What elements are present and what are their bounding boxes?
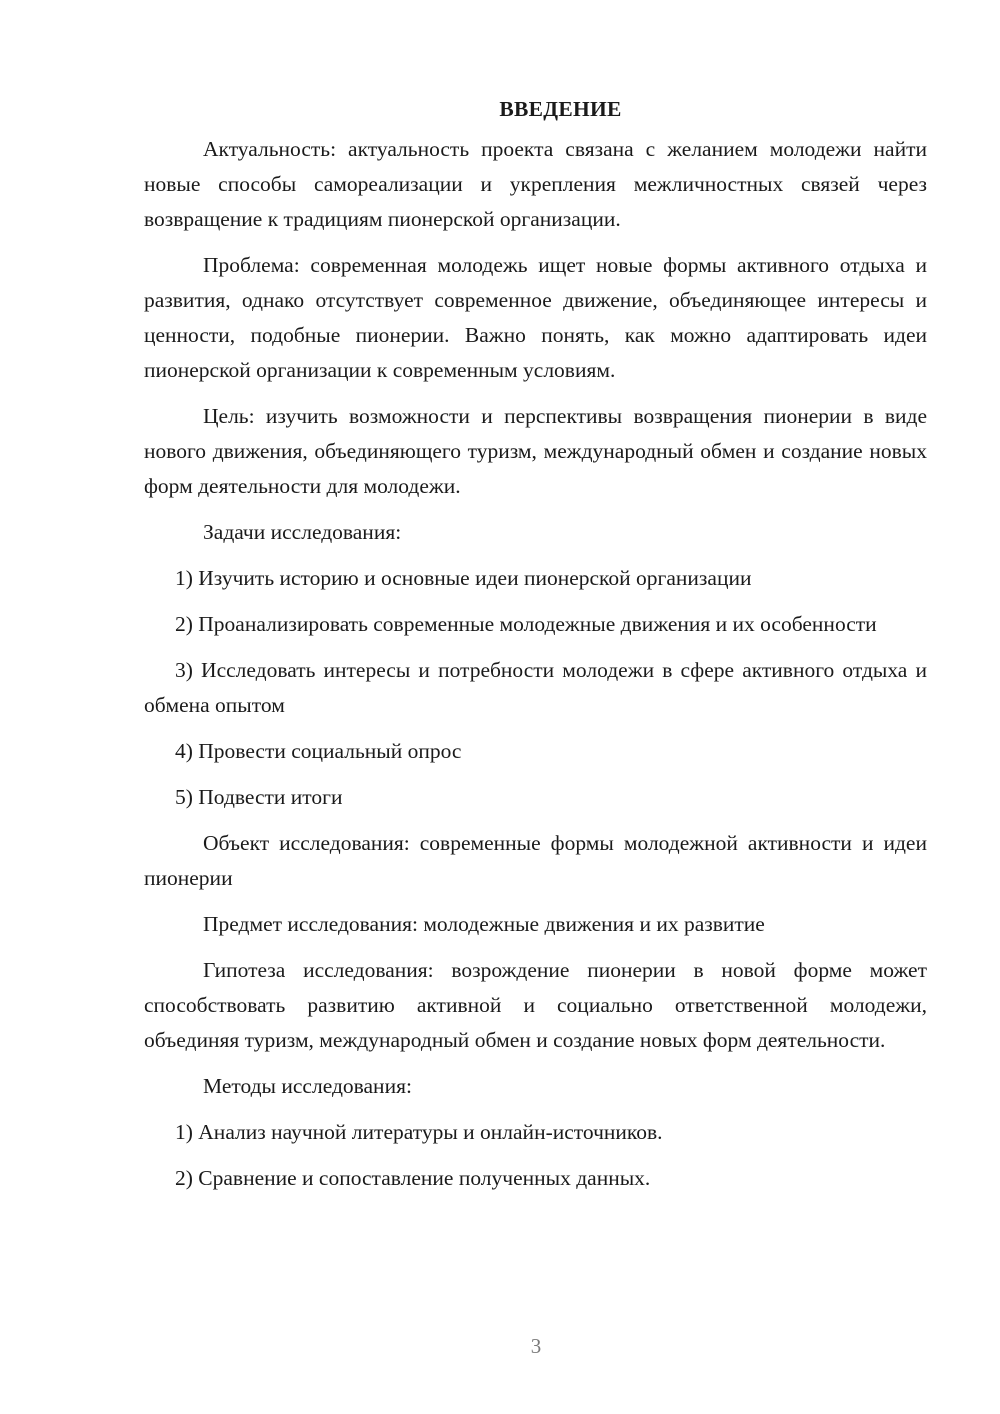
methods-title: Методы исследования: [203, 1074, 412, 1098]
object-paragraph: Объект исследования: современные формы молодежной активности и идеи пионерии [144, 831, 927, 890]
section-heading: ВВЕДЕНИЕ [499, 97, 622, 121]
tasks-title: Задачи исследования: [203, 520, 402, 544]
document-page [144, 92, 927, 1207]
actuality-paragraph: Актуальность: актуальность проекта связана с желанием молодежи найти новые способы самореализации и укрепления межличностных связей через возвращение к традициям пионерской организации. [144, 137, 927, 231]
subject-paragraph: Предмет исследования: молодежные движения и их развитие [203, 912, 765, 936]
hypothesis-paragraph: Гипотеза исследования: возрождение пионерии в новой форме может способствовать развитию активной и социально ответственной молодежи, объединяя туризм, международный обмен и создание новых форм деятельности. [144, 958, 927, 1052]
method-item-1: 1) Анализ научной литературы и онлайн-источников. [175, 1120, 663, 1144]
task-item-1: 1) Изучить историю и основные идеи пионерской организации [175, 566, 752, 590]
goal-paragraph: Цель: изучить возможности и перспективы возвращения пионерии в виде нового движения, объединяющего туризм, международный обмен и создание новых форм деятельности для молодежи. [144, 404, 927, 498]
task-item-5: 5) Подвести итоги [175, 785, 343, 809]
method-item-2: 2) Сравнение и сопоставление полученных данных. [175, 1166, 651, 1190]
task-item-2: 2) Проанализировать современные молодежные движения и их особенности [175, 612, 877, 636]
task-item-4: 4) Провести социальный опрос [175, 739, 462, 763]
page-number: 3 [530, 1334, 542, 1358]
problem-paragraph: Проблема: современная молодежь ищет новые формы активного отдыха и развития, однако отсутствует современное движение, объединяющее интересы и ценности, подобные пионерии. Важно понять, как можно адаптировать идеи пионерской организации к современным условиям. [144, 253, 927, 382]
task-item-3: 3) Исследовать интересы и потребности молодежи в сфере активного отдыха и обмена опытом [144, 658, 927, 717]
